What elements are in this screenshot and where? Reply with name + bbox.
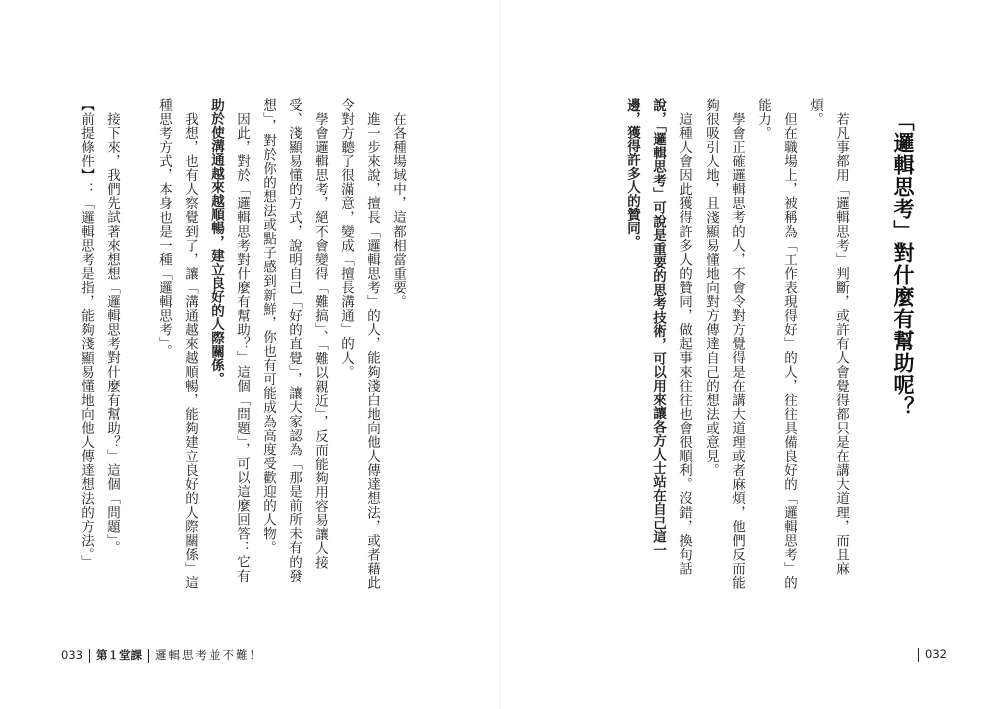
body-column: 受、淺顯易懂的方式，說明自己「好的直覺」，讓大家認為「那是前所未有的發 bbox=[286, 98, 302, 583]
body-column-emphasis: 邊，獲得許多人的贊同。 bbox=[624, 98, 640, 249]
body-column: 夠很吸引人地，且淺顯易懂地向對方傳達自己的想法或意見。 bbox=[703, 98, 719, 478]
body-column: 能力。 bbox=[755, 98, 771, 141]
body-column: 在各種場域中，這都相當重要。 bbox=[390, 112, 406, 309]
body-column: 煩。 bbox=[807, 98, 823, 127]
footer-divider bbox=[148, 649, 149, 663]
body-column: 學會邏輯思考，絕不會變得「難搞」、「難以親近」，反而能夠用容易讓人接 bbox=[312, 112, 328, 570]
body-column: 接下來，我們先試著來想想「邏輯思考對什麼有幫助？」這個「問題」。 bbox=[104, 112, 120, 555]
body-column: 想」，對於你的想法或點子感到新鮮，你也有可能成為高度受歡迎的人物。 bbox=[260, 98, 276, 555]
page-number: 033 bbox=[61, 648, 83, 662]
body-column: 這種人會因此獲得許多人的贊同，做起事來往往也會很順利。沒錯，換句話 bbox=[676, 112, 692, 576]
body-column: 因此，對於「邏輯思考對什麼有幫助？」這個「問題」，可以這麼回答：它有 bbox=[234, 112, 250, 583]
footer-divider bbox=[89, 649, 90, 663]
left-page-footer bbox=[61, 647, 263, 663]
body-column: 但在職場上，被稱為「工作表現得好」的人，往往具備良好的「邏輯思考」的 bbox=[781, 112, 797, 590]
section-title: 「邏輯思考」對什麼有幫助呢？ bbox=[891, 110, 915, 418]
book-gutter bbox=[499, 0, 501, 709]
right-page-footer bbox=[918, 647, 947, 662]
body-column-emphasis: 助於使溝通越來越順暢，建立良好的人際關係。 bbox=[208, 98, 224, 386]
body-column: 令對方聽了很滿意，變成「擅長溝通」的人。 bbox=[338, 98, 354, 379]
chapter-label: 第１堂課 bbox=[95, 648, 142, 662]
footer-divider bbox=[918, 648, 919, 662]
body-column: 我想，也有人察覺到了，讓「溝通越來越順暢，能夠建立良好的人際關係」這 bbox=[182, 112, 198, 590]
running-title: 邏輯思考並不難！ bbox=[154, 648, 263, 662]
body-column-emphasis: 說，「邏輯思考」可說是重要的思考技術，可以用來讓各方人士站在自己這一 bbox=[650, 98, 666, 558]
body-column: 【前提條件】：「邏輯思考是指，能夠淺顯易懂地向他人傳達想法的方法。」 bbox=[78, 98, 94, 569]
body-column: 種思考方式，本身也是一種「邏輯思考」。 bbox=[156, 98, 172, 359]
body-column: 學會正確邏輯思考的人，不會令對方覺得是在講大道理或者麻煩，他們反而能 bbox=[729, 112, 745, 590]
page-number: 032 bbox=[925, 647, 947, 661]
body-column: 進一步來說，擅長「邏輯思考」的人，能夠淺白地向他人傳達想法，或者藉此 bbox=[364, 112, 380, 590]
body-column: 若凡事都用「邏輯思考」判斷，或許有人會覺得都只是在講大道理，而且麻 bbox=[833, 112, 849, 576]
